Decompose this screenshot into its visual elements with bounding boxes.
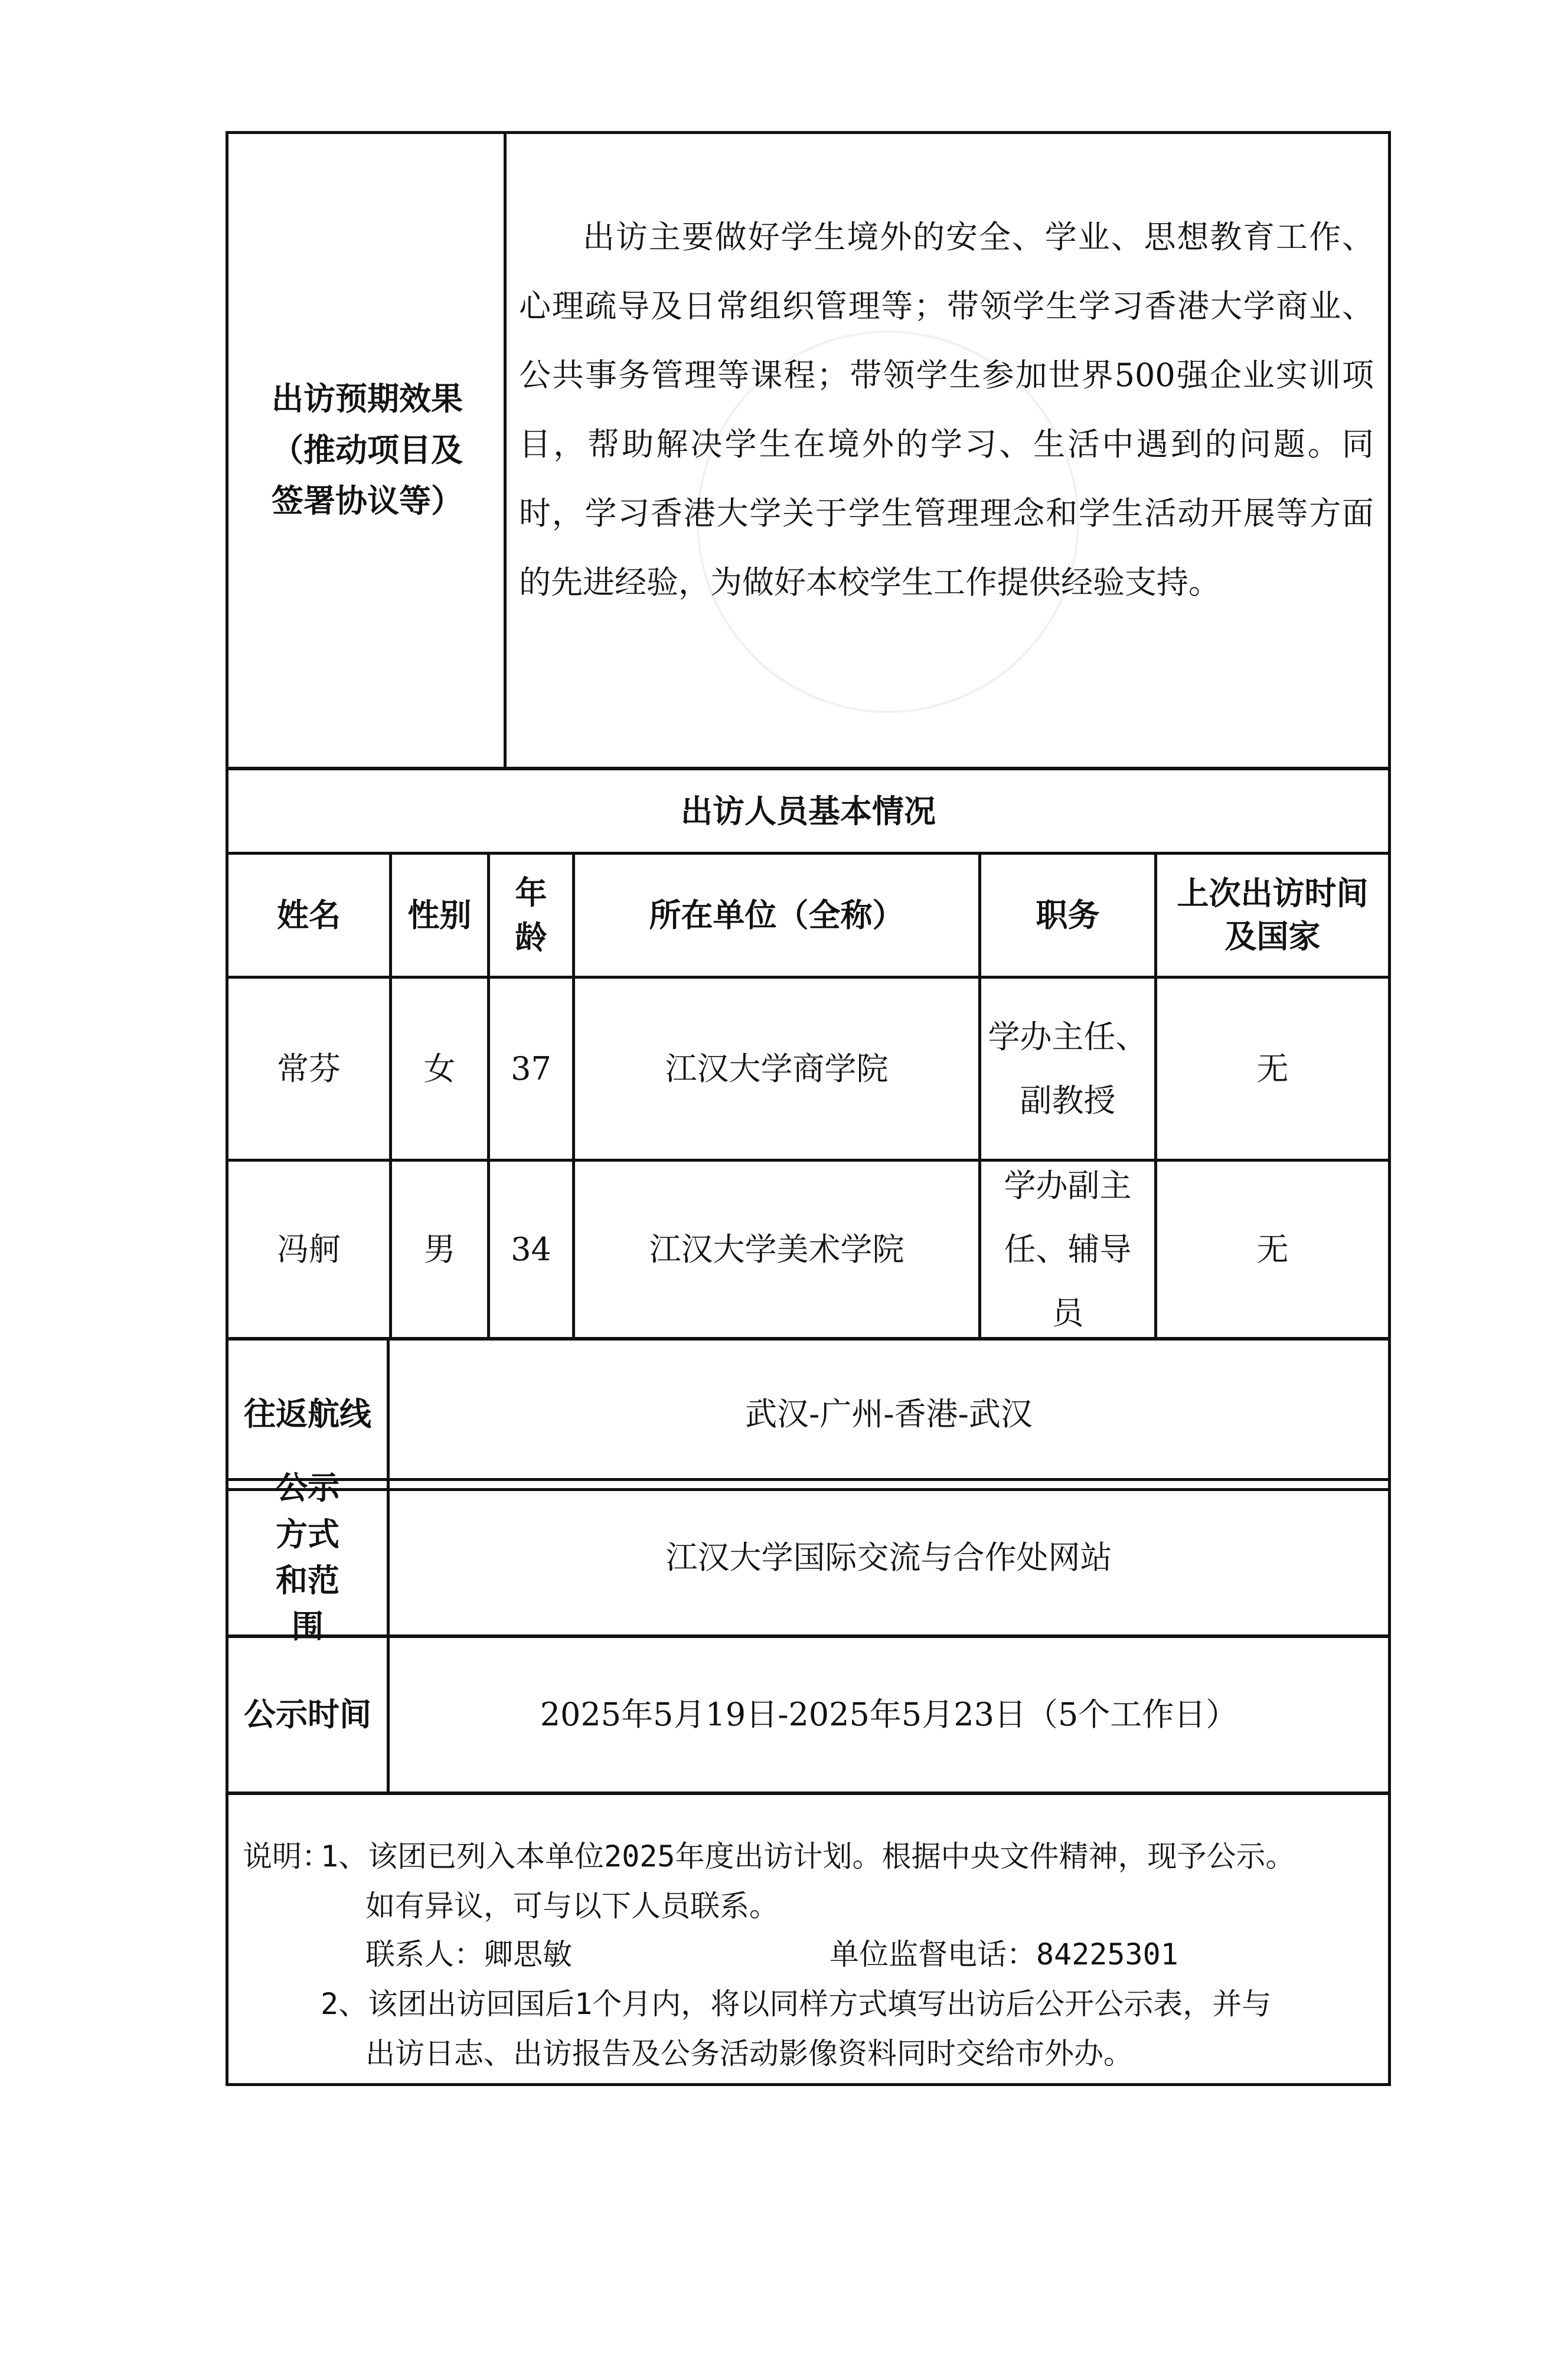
route-section (226, 1338, 1391, 1491)
notes-item-1-continued: 如有异议，可与以下人员联系。 (365, 1889, 779, 1923)
header-name: 姓名 (277, 896, 341, 934)
route-value: 武汉-广州-香港-武汉 (745, 1395, 1033, 1433)
notes-item-2-continued: 出访日志、出访报告及公务活动影像资料同时交给市外办。 (365, 2036, 1133, 2071)
person-last-visit: 无 (1256, 1050, 1289, 1087)
notes-lead: 说明： (243, 1839, 331, 1874)
person-last-visit: 无 (1256, 1230, 1289, 1268)
person-unit: 江汉大学商学院 (665, 1050, 889, 1087)
person-name: 冯舸 (277, 1230, 341, 1268)
expected-effect-section (226, 131, 1391, 770)
person-position: 学办副主任、辅导员 (1004, 1166, 1132, 1332)
header-position: 职务 (1036, 896, 1100, 934)
personnel-section (226, 767, 1391, 1340)
notes-section (226, 1792, 1391, 2086)
route-label: 往返航线 (244, 1395, 371, 1433)
person-unit: 江汉大学美术学院 (649, 1230, 904, 1268)
personnel-title: 出访人员基本情况 (681, 793, 936, 831)
publicity-time-label: 公示时间 (244, 1696, 371, 1734)
person-age: 37 (511, 1050, 551, 1087)
person-age: 34 (511, 1230, 551, 1268)
supervision-phone: 单位监督电话：84225301 (830, 1937, 1178, 1972)
header-age: 年龄 (515, 874, 547, 956)
contact-person: 联系人：卿思敏 (365, 1937, 572, 1972)
header-gender: 性别 (407, 896, 472, 934)
publicity-method-label: 公示方式和范围 (276, 1469, 339, 1646)
person-name: 常芬 (277, 1050, 341, 1087)
publicity-method-value: 江汉大学国际交流与合作处网站 (665, 1539, 1112, 1577)
expected-effect-label: 出访预期效果（推动项目及签署协议等） (272, 380, 463, 520)
header-unit: 所在单位（全称） (649, 896, 904, 934)
header-last-visit: 上次出访时间及国家 (1177, 874, 1369, 955)
notes-item-2: 2、该团出访回国后1个月内，将以同样方式填写出访后公开公示表，并与 (321, 1987, 1272, 2021)
person-gender: 女 (423, 1050, 456, 1087)
expected-effect-content: 出访主要做好学生境外的安全、学业、思想教育工作、心理疏导及日常组织管理等；带领学生学习香港大学商业、公共事务管理等课程；带领学生参加世界500强企业实训项目，帮助解决学生在境外的学习、生活中遇到的问题。同时，学习香港大学关于学生管理理念和学生活动开展等方面的先进经验，为做好本校学生工作提供经验支持。 (519, 218, 1374, 601)
publicity-time-value: 2025年5月19日-2025年5月23日（5个工作日） (540, 1696, 1238, 1734)
person-position: 学办主任、副教授 (988, 1018, 1148, 1119)
notes-item-1: 1、该团已列入本单位2025年度出访计划。根据中央文件精神，现予公示。 (321, 1839, 1295, 1874)
person-gender: 男 (423, 1230, 456, 1268)
publicity-time-section (226, 1635, 1391, 1794)
publicity-method-section (226, 1469, 1391, 1646)
